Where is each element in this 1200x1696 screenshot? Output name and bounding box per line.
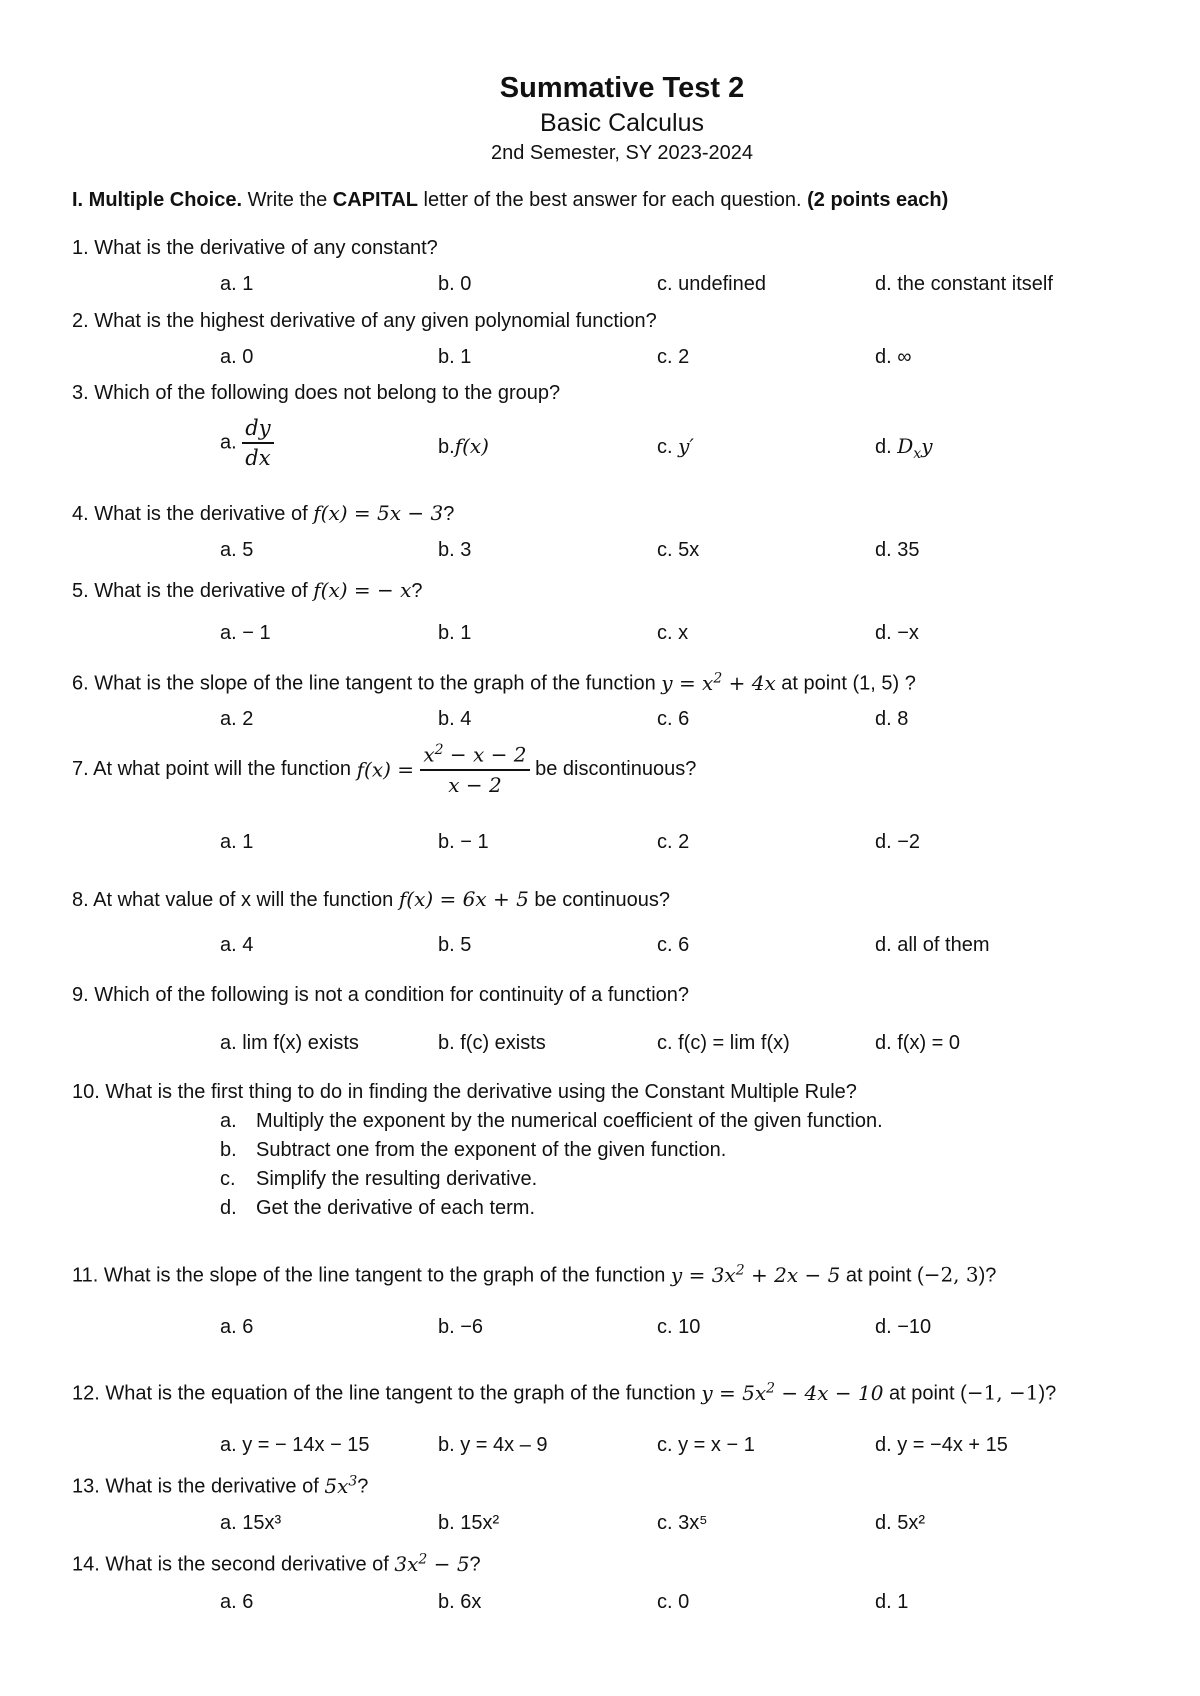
question-12	[72, 1380, 1056, 1406]
q8-option-d: d. all of them	[875, 934, 990, 956]
question-11	[72, 1262, 996, 1288]
q3-option-c-label: c.	[657, 436, 673, 458]
q2-option-a: a. 0	[220, 346, 254, 368]
q6-math-exponent: 2	[713, 670, 723, 686]
q3-option-c	[657, 434, 694, 459]
q14-text: 14. What is the second derivative of	[72, 1553, 395, 1576]
q7-option-d: d. −2	[875, 831, 921, 853]
q3-option-a	[220, 416, 274, 470]
q12-option-a: a. y = − 14x − 15	[220, 1434, 370, 1456]
q7-num-base: x	[423, 742, 435, 767]
instructions-text-1: Write the	[242, 189, 333, 211]
q3-d-operator: D	[897, 434, 914, 458]
q10-option-b-key: b.	[220, 1139, 237, 1161]
q10-option-d-text: Get the derivative of each term.	[256, 1197, 536, 1219]
q13-text-end: ?	[357, 1475, 369, 1498]
q7-fraction-numerator	[420, 742, 529, 771]
q3-d-variable: y	[921, 434, 933, 458]
question-1: 1. What is the derivative of any constant?	[72, 237, 438, 259]
q13-option-b: b. 15x²	[438, 1512, 500, 1534]
question-3: 3. Which of the following does not belong to the group?	[72, 382, 561, 404]
q14-option-b: b. 6x	[438, 1591, 482, 1613]
q10-option-c	[220, 1168, 537, 1191]
q1-option-c: c. undefined	[657, 273, 766, 295]
q6-option-a: a. 2	[220, 708, 254, 730]
q13-math-base: 5x	[324, 1473, 349, 1498]
question-7	[72, 742, 696, 797]
q6-option-c: c. 6	[657, 708, 690, 730]
q6-math-rest: + 4x	[722, 670, 776, 695]
q14-option-a: a. 6	[220, 1591, 254, 1613]
q9-option-b: b. f(c) exists	[438, 1032, 546, 1054]
q2-option-b: b. 1	[438, 346, 472, 368]
q7-num-rest: − x − 2	[443, 742, 527, 767]
q3-option-c-math: y′	[678, 434, 694, 458]
q3-option-b-label: b.	[438, 436, 455, 458]
q14-option-d: d. 1	[875, 1591, 909, 1613]
q10-option-a-text: Multiply the exponent by the numerical coefficient of the given function.	[256, 1110, 883, 1132]
q12-option-c: c. y = x − 1	[657, 1434, 755, 1456]
q11-math-rest: + 2x − 5	[744, 1262, 841, 1287]
semester-line: 2nd Semester, SY 2023-2024	[490, 142, 754, 164]
q1-option-b: b. 0	[438, 273, 472, 295]
q14-text-end: ?	[469, 1553, 481, 1576]
q12-text-mid: at point (	[883, 1382, 967, 1405]
q3-option-b	[438, 434, 489, 459]
question-9: 9. Which of the following is not a condition for continuity of a function?	[72, 984, 690, 1006]
q11-text-end: )?	[978, 1264, 997, 1287]
q12-math-rest: − 4x − 10	[775, 1380, 884, 1405]
q5-option-b: b. 1	[438, 622, 472, 644]
question-8	[72, 887, 670, 912]
q11-option-b: b. −6	[438, 1316, 484, 1338]
q8-option-b: b. 5	[438, 934, 472, 956]
q10-option-a-key: a.	[220, 1110, 237, 1132]
q6-option-d: d. 8	[875, 708, 909, 730]
q14-option-c: c. 0	[657, 1591, 690, 1613]
q12-option-d: d. y = −4x + 15	[875, 1434, 1008, 1456]
q9-option-c: c. f(c) = lim f(x)	[657, 1032, 790, 1054]
q5-text: 5. What is the derivative of	[72, 580, 314, 602]
q7-num-exponent: 2	[434, 742, 444, 758]
q1-option-a: a. 1	[220, 273, 254, 295]
q13-option-d: d. 5x²	[875, 1512, 926, 1534]
q7-option-a: a. 1	[220, 831, 254, 853]
question-5	[72, 578, 423, 603]
q5-option-d: d. −x	[875, 622, 919, 644]
q8-option-c: c. 6	[657, 934, 690, 956]
question-13	[72, 1473, 368, 1499]
question-6	[72, 670, 916, 696]
q3-fraction-denominator: dx	[245, 446, 271, 470]
q11-option-c: c. 10	[657, 1316, 701, 1338]
q11-text: 11. What is the slope of the line tangent to the graph of the function	[72, 1264, 671, 1287]
q7-option-b: b. − 1	[438, 831, 489, 853]
question-2: 2. What is the highest derivative of any given polynomial function?	[72, 310, 657, 332]
q4-text: 4. What is the derivative of	[72, 503, 314, 525]
q5-option-c: c. x	[657, 622, 689, 644]
q4-math: f(x) = 5x − 3	[313, 501, 444, 525]
q7-fraction-denominator: x − 2	[448, 772, 502, 797]
q7-text-end: be discontinuous?	[529, 757, 697, 780]
q11-math-exponent: 2	[735, 1262, 745, 1278]
q8-text: 8. At what value of x will the function	[72, 889, 399, 911]
test-title: Summative Test 2	[499, 72, 745, 104]
instructions	[72, 189, 948, 212]
question-10: 10. What is the first thing to do in finding the derivative using the Constant Multiple Rule?	[72, 1081, 857, 1103]
q14-math-exponent: 2	[418, 1551, 428, 1567]
q10-option-c-text: Simplify the resulting derivative.	[256, 1168, 538, 1190]
instructions-text-2: letter of the best answer for each question.	[417, 189, 808, 211]
question-14	[72, 1551, 481, 1577]
q7-math-lhs: f(x) =	[356, 757, 421, 782]
q9-option-d: d. f(x) = 0	[875, 1032, 961, 1054]
q4-text-end: ?	[443, 503, 455, 525]
capital-word: CAPITAL	[332, 189, 418, 211]
section-label: I. Multiple Choice.	[72, 189, 243, 211]
q10-option-d-key: d.	[220, 1197, 237, 1219]
q6-math-base: y = x	[661, 670, 714, 695]
q8-math: f(x) = 6x + 5	[398, 887, 529, 911]
q5-math: f(x) = − x	[313, 578, 412, 602]
q3-option-d	[875, 434, 933, 462]
q3-option-d-label: d.	[875, 436, 892, 458]
q7-text: 7. At what point will the function	[72, 757, 357, 780]
q14-math-base: 3x	[394, 1551, 419, 1576]
q12-text-end: )?	[1038, 1382, 1057, 1405]
q4-option-c: c. 5x	[657, 539, 700, 561]
q12-option-b: b. y = 4x – 9	[438, 1434, 548, 1456]
q11-option-d: d. −10	[875, 1316, 932, 1338]
q12-math-exponent: 2	[766, 1380, 776, 1396]
q3-fraction-dy-dx	[242, 416, 273, 470]
q4-option-a: a. 5	[220, 539, 254, 561]
subject-title: Basic Calculus	[540, 109, 704, 137]
question-4	[72, 501, 454, 526]
q5-text-end: ?	[411, 580, 423, 602]
q12-math-base: y = 5x	[701, 1380, 767, 1405]
q3-option-a-label: a.	[220, 431, 237, 454]
q2-option-d: d. ∞	[875, 346, 912, 368]
q6-option-b: b. 4	[438, 708, 472, 730]
q12-math	[701, 1381, 883, 1405]
q10-option-b-text: Subtract one from the exponent of the given function.	[256, 1139, 727, 1161]
q13-text: 13. What is the derivative of	[72, 1475, 325, 1498]
q11-option-a: a. 6	[220, 1316, 254, 1338]
q11-math	[671, 1263, 840, 1287]
q13-option-c: c. 3x⁵	[657, 1512, 708, 1534]
q3-d-subscript: x	[913, 446, 922, 462]
q14-math	[394, 1552, 469, 1576]
q7-fraction	[420, 742, 529, 797]
q10-option-c-key: c.	[220, 1168, 236, 1190]
q3-option-d-math	[897, 434, 933, 462]
q4-option-b: b. 3	[438, 539, 472, 561]
q6-math	[661, 671, 775, 695]
q13-math	[324, 1474, 357, 1498]
q13-option-a: a. 15x³	[220, 1512, 282, 1534]
q11-text-mid: at point (	[840, 1264, 924, 1287]
q9-option-a: a. lim f(x) exists	[220, 1032, 359, 1054]
q10-option-a	[220, 1110, 883, 1133]
q10-option-b	[220, 1139, 726, 1162]
q1-option-d: d. the constant itself	[875, 273, 1053, 295]
q10-option-d	[220, 1197, 535, 1220]
q2-option-c: c. 2	[657, 346, 690, 368]
q4-option-d: d. 35	[875, 539, 920, 561]
points-note: (2 points each)	[807, 189, 949, 211]
q14-math-rest: − 5	[427, 1551, 470, 1576]
q11-point: −2, 3	[923, 1262, 979, 1287]
q7-option-c: c. 2	[657, 831, 690, 853]
q13-math-exponent: 3	[348, 1473, 358, 1489]
q12-text: 12. What is the equation of the line tangent to the graph of the function	[72, 1382, 702, 1405]
q8-option-a: a. 4	[220, 934, 254, 956]
q6-text: 6. What is the slope of the line tangent to the graph of the function	[72, 672, 662, 695]
q8-text-end: be continuous?	[528, 889, 671, 911]
q6-text-end: at point (1, 5) ?	[775, 672, 916, 695]
q11-math-base: y = 3x	[670, 1262, 736, 1287]
q3-option-b-math: f(x)	[454, 434, 489, 458]
q3-fraction-numerator: dy	[242, 416, 273, 444]
q12-point: −1, −1	[966, 1380, 1039, 1405]
q5-option-a: a. − 1	[220, 622, 271, 644]
